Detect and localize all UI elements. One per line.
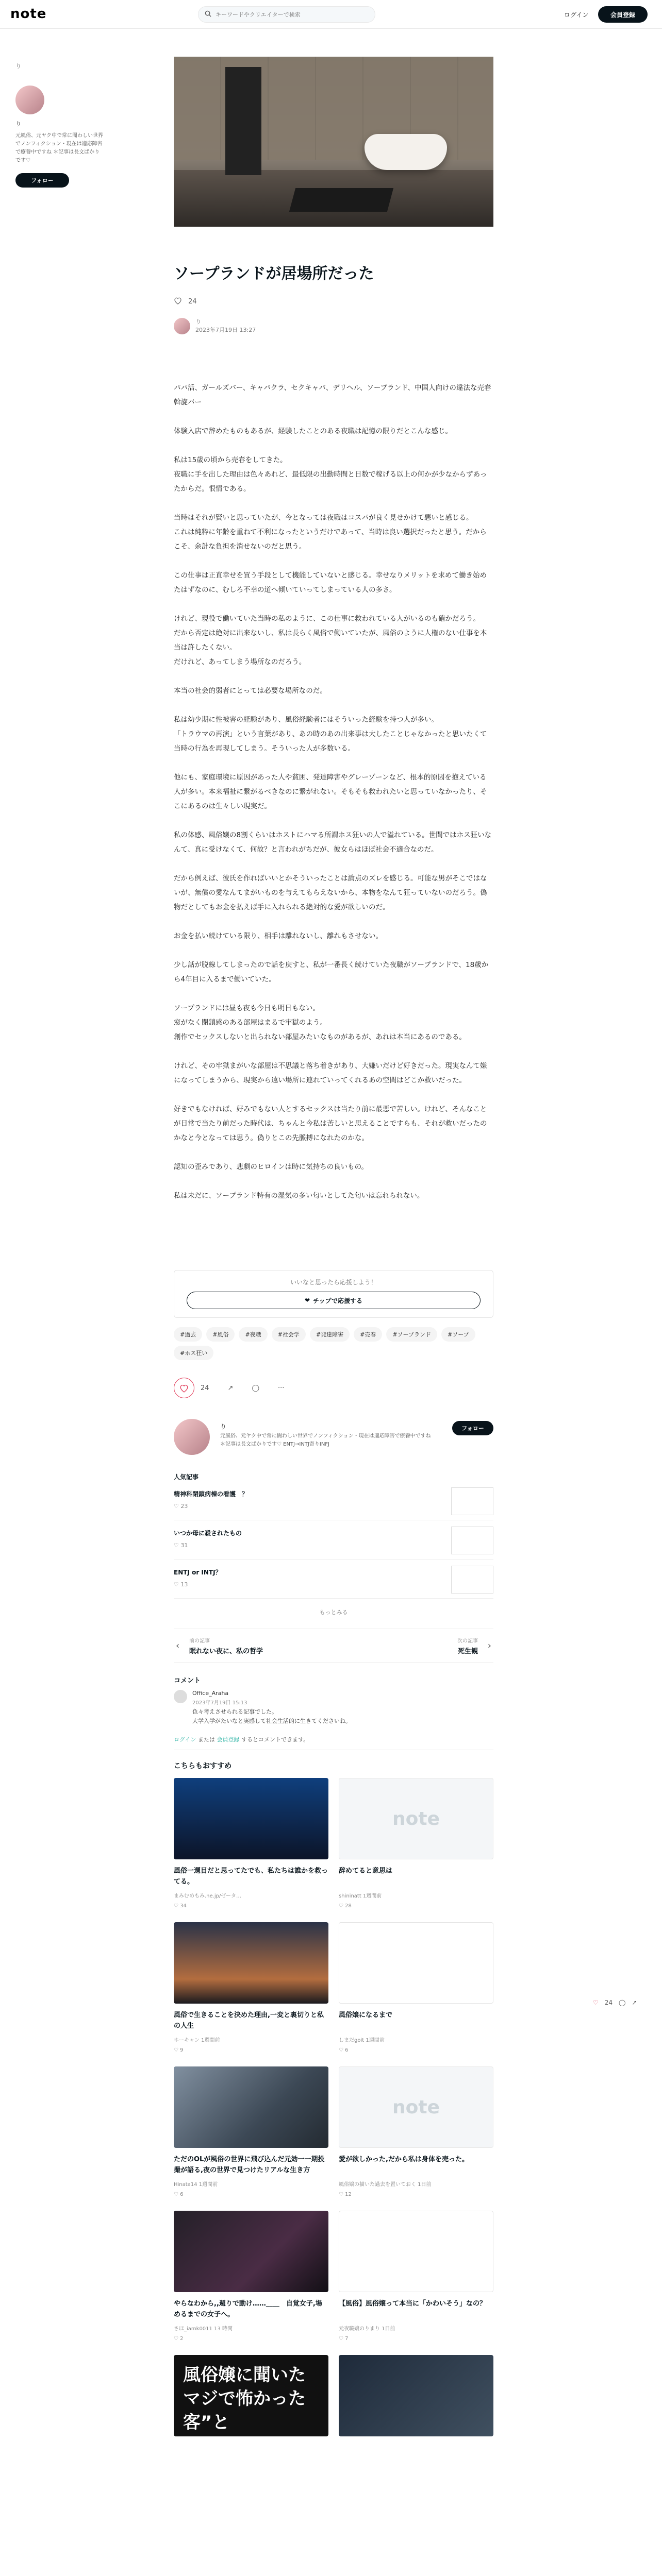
author-card-name[interactable]: り: [220, 1423, 227, 1430]
popular-item[interactable]: [174, 1564, 493, 1599]
recommended-article-author[interactable]: まみむめもみ.ne.jp/ゼータ…: [174, 1893, 241, 1899]
popular-item-thumbnail[interactable]: [451, 1487, 493, 1515]
search-box[interactable]: [198, 6, 375, 23]
recommended-article-author[interactable]: Hinata14 1週間前: [174, 2182, 218, 2188]
article-paragraph: 他にも、家庭環境に原因があった人や貧困、発達障害やグレーゾーンなど、根本的原因を抱えている人が多い。本来福祉に繋がるべきなのに繋がれない。そもそも救われたいと思っていなかったり、そこにあるのは生々しい現実だ。: [174, 773, 487, 810]
recommended-article-card[interactable]: [174, 1778, 328, 1909]
hero-cabinet: [225, 67, 261, 175]
popular-articles: [174, 1472, 493, 1616]
signup-button[interactable]: 会員登録: [598, 6, 648, 23]
author-avatar[interactable]: [174, 318, 190, 334]
recommended-article-title[interactable]: ただのOLが風俗の世界に飛び込んだ元効一一期投撮が語る,夜の世界で見つけたリアルな生き方: [174, 2156, 325, 2174]
commenter-avatar[interactable]: [174, 1690, 187, 1703]
recommended-article-card[interactable]: [339, 2066, 493, 2197]
hashtag[interactable]: #過去: [174, 1327, 202, 1342]
author-meta: [195, 318, 256, 334]
support-box: [174, 1270, 493, 1318]
article-paragraph: 好きでもなければ、好みでもない人とするセックスは当たり前に最悪で苦しい。けれど、そんなことが日常で当たり前だった時代は、ちゃんと今私は苦しいと思えることですらも、それが救いだったのかなと今となっては思う。偽りとこの先脈搏になれたのかな。: [174, 1105, 487, 1142]
more-icon[interactable]: ···: [278, 1384, 285, 1392]
next-article-link[interactable]: 死生観: [457, 1648, 478, 1655]
recommended-article-likes: ♡ 2: [174, 2336, 184, 2342]
recommendations-heading: こちらもおすすめ: [174, 1762, 232, 1770]
float-comment-icon[interactable]: ◯: [619, 1999, 626, 2006]
recommended-article-title[interactable]: 風俗一週目だと思ってたでも、私たちは誰かを救ってる。: [174, 1867, 328, 1886]
tag-list: [174, 1327, 493, 1360]
creator-sidebar: [15, 62, 108, 188]
comments-section: [174, 1675, 493, 1750]
article-title: ソープランドが居場所だった: [174, 265, 374, 283]
hashtag[interactable]: #ホス狂い: [174, 1346, 213, 1360]
recommended-article-card[interactable]: [339, 2211, 493, 2342]
author-name[interactable]: り: [195, 318, 201, 325]
article-paragraph: 体験入店で辞めたものもあるが、経験したことのある夜職は記憶の限りだとこんな感じ。: [174, 427, 452, 435]
heart-icon: [179, 1384, 189, 1393]
article-paragraph: けれど、現役で働いていた当時の私のように、この仕事に救われている人がいるのも確かだろう。 だから否定は絶対に出来ないし、私は長らく風俗で働いていたが、風俗のように人権のない仕事を本当は許したくない。 だけれど、あってしまう場所なのだろう。: [174, 615, 487, 666]
action-like-count: 24: [201, 1384, 209, 1392]
author-card-follow-button[interactable]: フォロー: [452, 1421, 493, 1435]
recommended-article-card[interactable]: [339, 2355, 493, 2436]
article-paragraph: 私の体感、風俗嬢の8割くらいはホストにハマる所謂ホス狂いの人で溢れている。世間ではホス狂いなんて、真に受けなくて、何故？と言われがちだが、彼女らはほぼ社会不適合なのだ。: [174, 831, 492, 854]
top-header: [0, 0, 662, 29]
article-paragraph: 本当の社会的弱者にとっては必要な場所なのだ。: [174, 687, 327, 695]
recommended-article-card[interactable]: [339, 1778, 493, 1909]
hashtag[interactable]: #ソープランド: [386, 1327, 437, 1342]
recommended-article-likes: ♡ 12: [339, 2192, 352, 2197]
recommended-article-author[interactable]: shininatt 1週間前: [339, 1893, 382, 1899]
prev-next-nav: [174, 1629, 493, 1663]
recommended-article-card[interactable]: [174, 2355, 328, 2456]
hashtag[interactable]: #夜職: [239, 1327, 267, 1342]
search-input[interactable]: [216, 11, 365, 18]
popular-item-likes: ♡ 13: [174, 1581, 188, 1588]
recommended-article-author[interactable]: 風俗嬢の描いた過去を置いておく 1日前: [339, 2182, 432, 2188]
like-count: 24: [188, 298, 197, 306]
recommended-article-card[interactable]: [174, 2211, 328, 2342]
article-paragraph: 当時はそれが賢いと思っていたが、今となっては夜職はコスパが良く見せかけて悪いと感じる。 これは純粋に年齢を重ねて不利になったというだけであって、当時は良い選択だったと思う。だからこそ、余計な負担を消せないのだと思う。: [174, 514, 487, 551]
recommended-article-likes: ♡ 6: [339, 2047, 349, 2053]
recommended-article-author[interactable]: ホーキャン 1週間前: [174, 2038, 220, 2043]
heart-icon[interactable]: [174, 297, 182, 307]
creator-name[interactable]: り: [15, 121, 21, 127]
tip-icon: ❤: [304, 1297, 310, 1304]
hashtag[interactable]: #売春: [354, 1327, 382, 1342]
login-note-login-link[interactable]: ログイン: [174, 1736, 196, 1743]
recommended-article-thumbnail[interactable]: [339, 2211, 493, 2292]
recommended-article-thumbnail[interactable]: 風俗嬢に聞いた マジで怖かった客”と “本音の裏側”: [174, 2355, 328, 2436]
recommended-article-thumbnail[interactable]: [339, 2355, 493, 2436]
search-icon: [205, 10, 216, 19]
recommended-article-title[interactable]: 【風俗】風俗嬢って本当に「かわいそう」なの？: [339, 2300, 487, 2308]
recommended-article-likes: ♡ 9: [174, 2047, 184, 2053]
popular-item[interactable]: [174, 1485, 493, 1520]
article-main: [174, 57, 493, 2456]
recommendations: [174, 1760, 493, 2456]
sidebar-name-top: り: [15, 63, 21, 70]
hashtag[interactable]: #風俗: [206, 1327, 235, 1342]
login-note: [174, 1735, 493, 1750]
comment: [174, 1690, 493, 1733]
popular-item-thumbnail[interactable]: [451, 1566, 493, 1594]
article-paragraph: 私は未だに、ソープランド特有の湿気の多い匂いとしてた匂いは忘れられない。: [174, 1192, 424, 1200]
recommended-article-thumbnail[interactable]: note: [339, 2066, 493, 2148]
float-like-count: 24: [604, 1999, 613, 2006]
like-row: [174, 297, 493, 307]
article-paragraph: だから例えば、彼氏を作ればいいとかそういったことは論点のズレを感じる。可能な男がそこではないが、無償の愛なんてまがいものを与えてもらえないから、本物をなんて狂っていないのだろう。偽物だとしてもお金を払えば手に入れられる絶対的な愛が欲しいのだ。: [174, 874, 487, 911]
tip-label: チップで応援する: [313, 1297, 363, 1304]
float-share-icon[interactable]: ↗: [632, 1999, 637, 2006]
follow-label: フォロー: [31, 177, 54, 184]
login-note-signup-link[interactable]: 会員登録: [217, 1736, 240, 1743]
hero-image: [174, 57, 493, 227]
popular-heading: 人気記事: [174, 1473, 199, 1481]
avatar[interactable]: [15, 86, 44, 114]
prev-article-link[interactable]: 眠れない夜に、私の哲学: [189, 1648, 263, 1655]
login-link[interactable]: ログイン: [564, 11, 589, 19]
prev-label: 前の記事: [189, 1638, 210, 1644]
comment-icon[interactable]: ◯: [252, 1384, 260, 1392]
recommended-article-likes: ♡ 6: [174, 2192, 184, 2197]
recommended-article-title[interactable]: 辞めてると意思は: [339, 1867, 393, 1875]
recommended-article-author[interactable]: さほ_iamk0011 13 時間: [174, 2326, 233, 2332]
recommended-article-likes: ♡ 34: [174, 1903, 187, 1909]
popular-item-likes: ♡ 23: [174, 1503, 188, 1510]
action-row: [174, 1378, 493, 1398]
login-note-mid: または: [196, 1736, 217, 1743]
comment-text: 色々考えさせられる記事でした。 大学入学がたいなと実感して社会生活的に生きてくださいね。: [192, 1708, 351, 1724]
chevron-right-icon[interactable]: ›: [487, 1640, 491, 1651]
recommended-article-likes: ♡ 7: [339, 2336, 349, 2342]
article-paragraph: 少し話が脱線してしまったので話を戻すと、私が一番長く続けていた夜職がソープランドで、18歳から4年目に入るまで働いていた。: [174, 961, 489, 984]
comment-date: 2023年7月19日 15:13: [192, 1700, 247, 1706]
article-paragraph: パパ活、ガールズバー、キャバクラ、セクキャバ、デリヘル、ソープランド、中国人向けの違法な売春斡旋バー: [174, 384, 491, 406]
author-card-avatar[interactable]: [174, 1419, 210, 1455]
recommended-article-card[interactable]: [174, 1922, 328, 2053]
login-note-end: するとコメントできます。: [239, 1736, 309, 1743]
hashtag[interactable]: #ソープ: [441, 1327, 475, 1342]
article-paragraph: 認知の歪みであり、悲劇のヒロインは時に気持ちの良いもの。: [174, 1163, 369, 1171]
tip-button[interactable]: [187, 1292, 481, 1309]
popular-item-thumbnail[interactable]: [451, 1527, 493, 1554]
article-paragraph: お金を払い続けている限り、相手は離れないし、離れもさせない。: [174, 932, 383, 940]
floating-action-bar: [591, 1999, 641, 2006]
article-paragraph: この仕事は正直幸せを買う手段として機能していないと感じる。幸せなりメリットを求めて働き始めたはずなのに、むしろ不幸の道へ傾いていってしまっている人の多さ。: [174, 571, 487, 594]
comments-heading: コメント: [174, 1677, 201, 1685]
hashtag[interactable]: #社会学: [272, 1327, 306, 1342]
recommended-article-thumbnail[interactable]: [339, 1922, 493, 2004]
recommended-article-title[interactable]: やらなわから,,週りで動け……____ 自覚女子,場めるまでの女子へ。: [174, 2300, 322, 2318]
recommended-article-title[interactable]: 風俗で生きることを決めた理由,一変と裏切りと私の人生: [174, 2011, 324, 2030]
recommended-article-thumbnail[interactable]: [174, 2066, 328, 2148]
next-label: 次の記事: [457, 1638, 478, 1644]
article-paragraph: けれど、その牢獄まがいな部屋は不思議と落ち着きがあり、大嫌いだけど好きだった。現実なんて嫌になってしまうから、現実から遠い場所に連れていってくれるあの空間はどこか救いだった。: [174, 1062, 487, 1084]
article-paragraph: ソープランドには昼も夜も今日も明日もない。 窓がなく閉鎖感のある部屋はまるで牢獄のよう。 創作でセックスしないと出られない部屋みたいなものがあるが、あれは本当にあるのである。: [174, 1004, 466, 1041]
creator-bio: 元風俗、元ヤク中で常に闇わしい世界でノンフィクション・現在は適応障害で療養中ですね ＊記事は長文ばかりです♡: [15, 133, 103, 163]
recommended-article-thumbnail[interactable]: note: [339, 1778, 493, 1859]
hero-mat: [289, 188, 393, 212]
recommended-article-thumbnail[interactable]: [174, 1778, 328, 1859]
recommended-article-card[interactable]: [339, 1922, 493, 2053]
recommended-article-author[interactable]: しまだgoit 1週間前: [339, 2038, 385, 2043]
hero-bathtub: [365, 134, 447, 170]
like-button[interactable]: [174, 1378, 194, 1398]
share-icon[interactable]: ↗: [227, 1384, 234, 1392]
popular-item-title[interactable]: いつか母に殺されたもの: [174, 1530, 242, 1537]
article-paragraph: 私は幼少期に性被害の経験があり、風俗経験者にはそういった経験を持つ人が多い。 「トラウマの再演」という言葉があり、あの時のあの出来事は大したことじゃなかったと思いたくて当時の行為を再現してしまう。そういった人が多数いる。: [174, 716, 487, 753]
author-row: [174, 318, 493, 334]
recommended-article-title[interactable]: 風俗嬢になるまで: [339, 2011, 393, 2019]
popular-item-likes: ♡ 31: [174, 1542, 188, 1549]
recommended-article-card[interactable]: [174, 2066, 328, 2197]
chevron-left-icon[interactable]: ‹: [176, 1640, 180, 1651]
recommended-article-thumbnail[interactable]: [174, 2211, 328, 2292]
popular-item-title[interactable]: 精神科閉鎖病棟の看護 ？: [174, 1490, 249, 1498]
support-label: いいなと思ったら応援しよう！: [290, 1279, 377, 1286]
float-heart-icon[interactable]: ♡: [593, 1999, 599, 2006]
article-body: [174, 381, 493, 1203]
note-logo[interactable]: note: [10, 6, 47, 22]
recommended-article-author[interactable]: 元夜職嬢のりまり 1日前: [339, 2326, 395, 2332]
author-card-bio: 元風俗、元ヤク中で常に闇わしい世界でノンフィクション・現在は適応障害で療養中ですね ＊記事は長文ばかりです♡ ENTJ→INTJ寄りINFJ: [220, 1433, 431, 1447]
recommended-article-thumbnail[interactable]: [174, 1922, 328, 2004]
hashtag[interactable]: #発達障害: [310, 1327, 350, 1342]
commenter-name[interactable]: Office_Araha: [192, 1690, 229, 1697]
popular-item-title[interactable]: ENTJ or INTJ？: [174, 1569, 222, 1576]
recommended-article-likes: ♡ 28: [339, 1903, 352, 1909]
author-card: [174, 1419, 493, 1466]
article-paragraph: 私は15歳の頃から売春をしてきた。 夜職に手を出した理由は色々あれど、最低限の出勤時間と日数で稼げる以上の何かが少なからずあったからだ。恨情である。: [174, 456, 487, 493]
popular-item[interactable]: [174, 1524, 493, 1560]
publish-date: 2023年7月19日 13:27: [195, 327, 256, 333]
more-link[interactable]: もっとみる: [319, 1609, 348, 1616]
follow-button[interactable]: [15, 173, 69, 188]
recommended-article-title[interactable]: 愛が欲しかった,だから私は身体を売った。: [339, 2156, 469, 2163]
